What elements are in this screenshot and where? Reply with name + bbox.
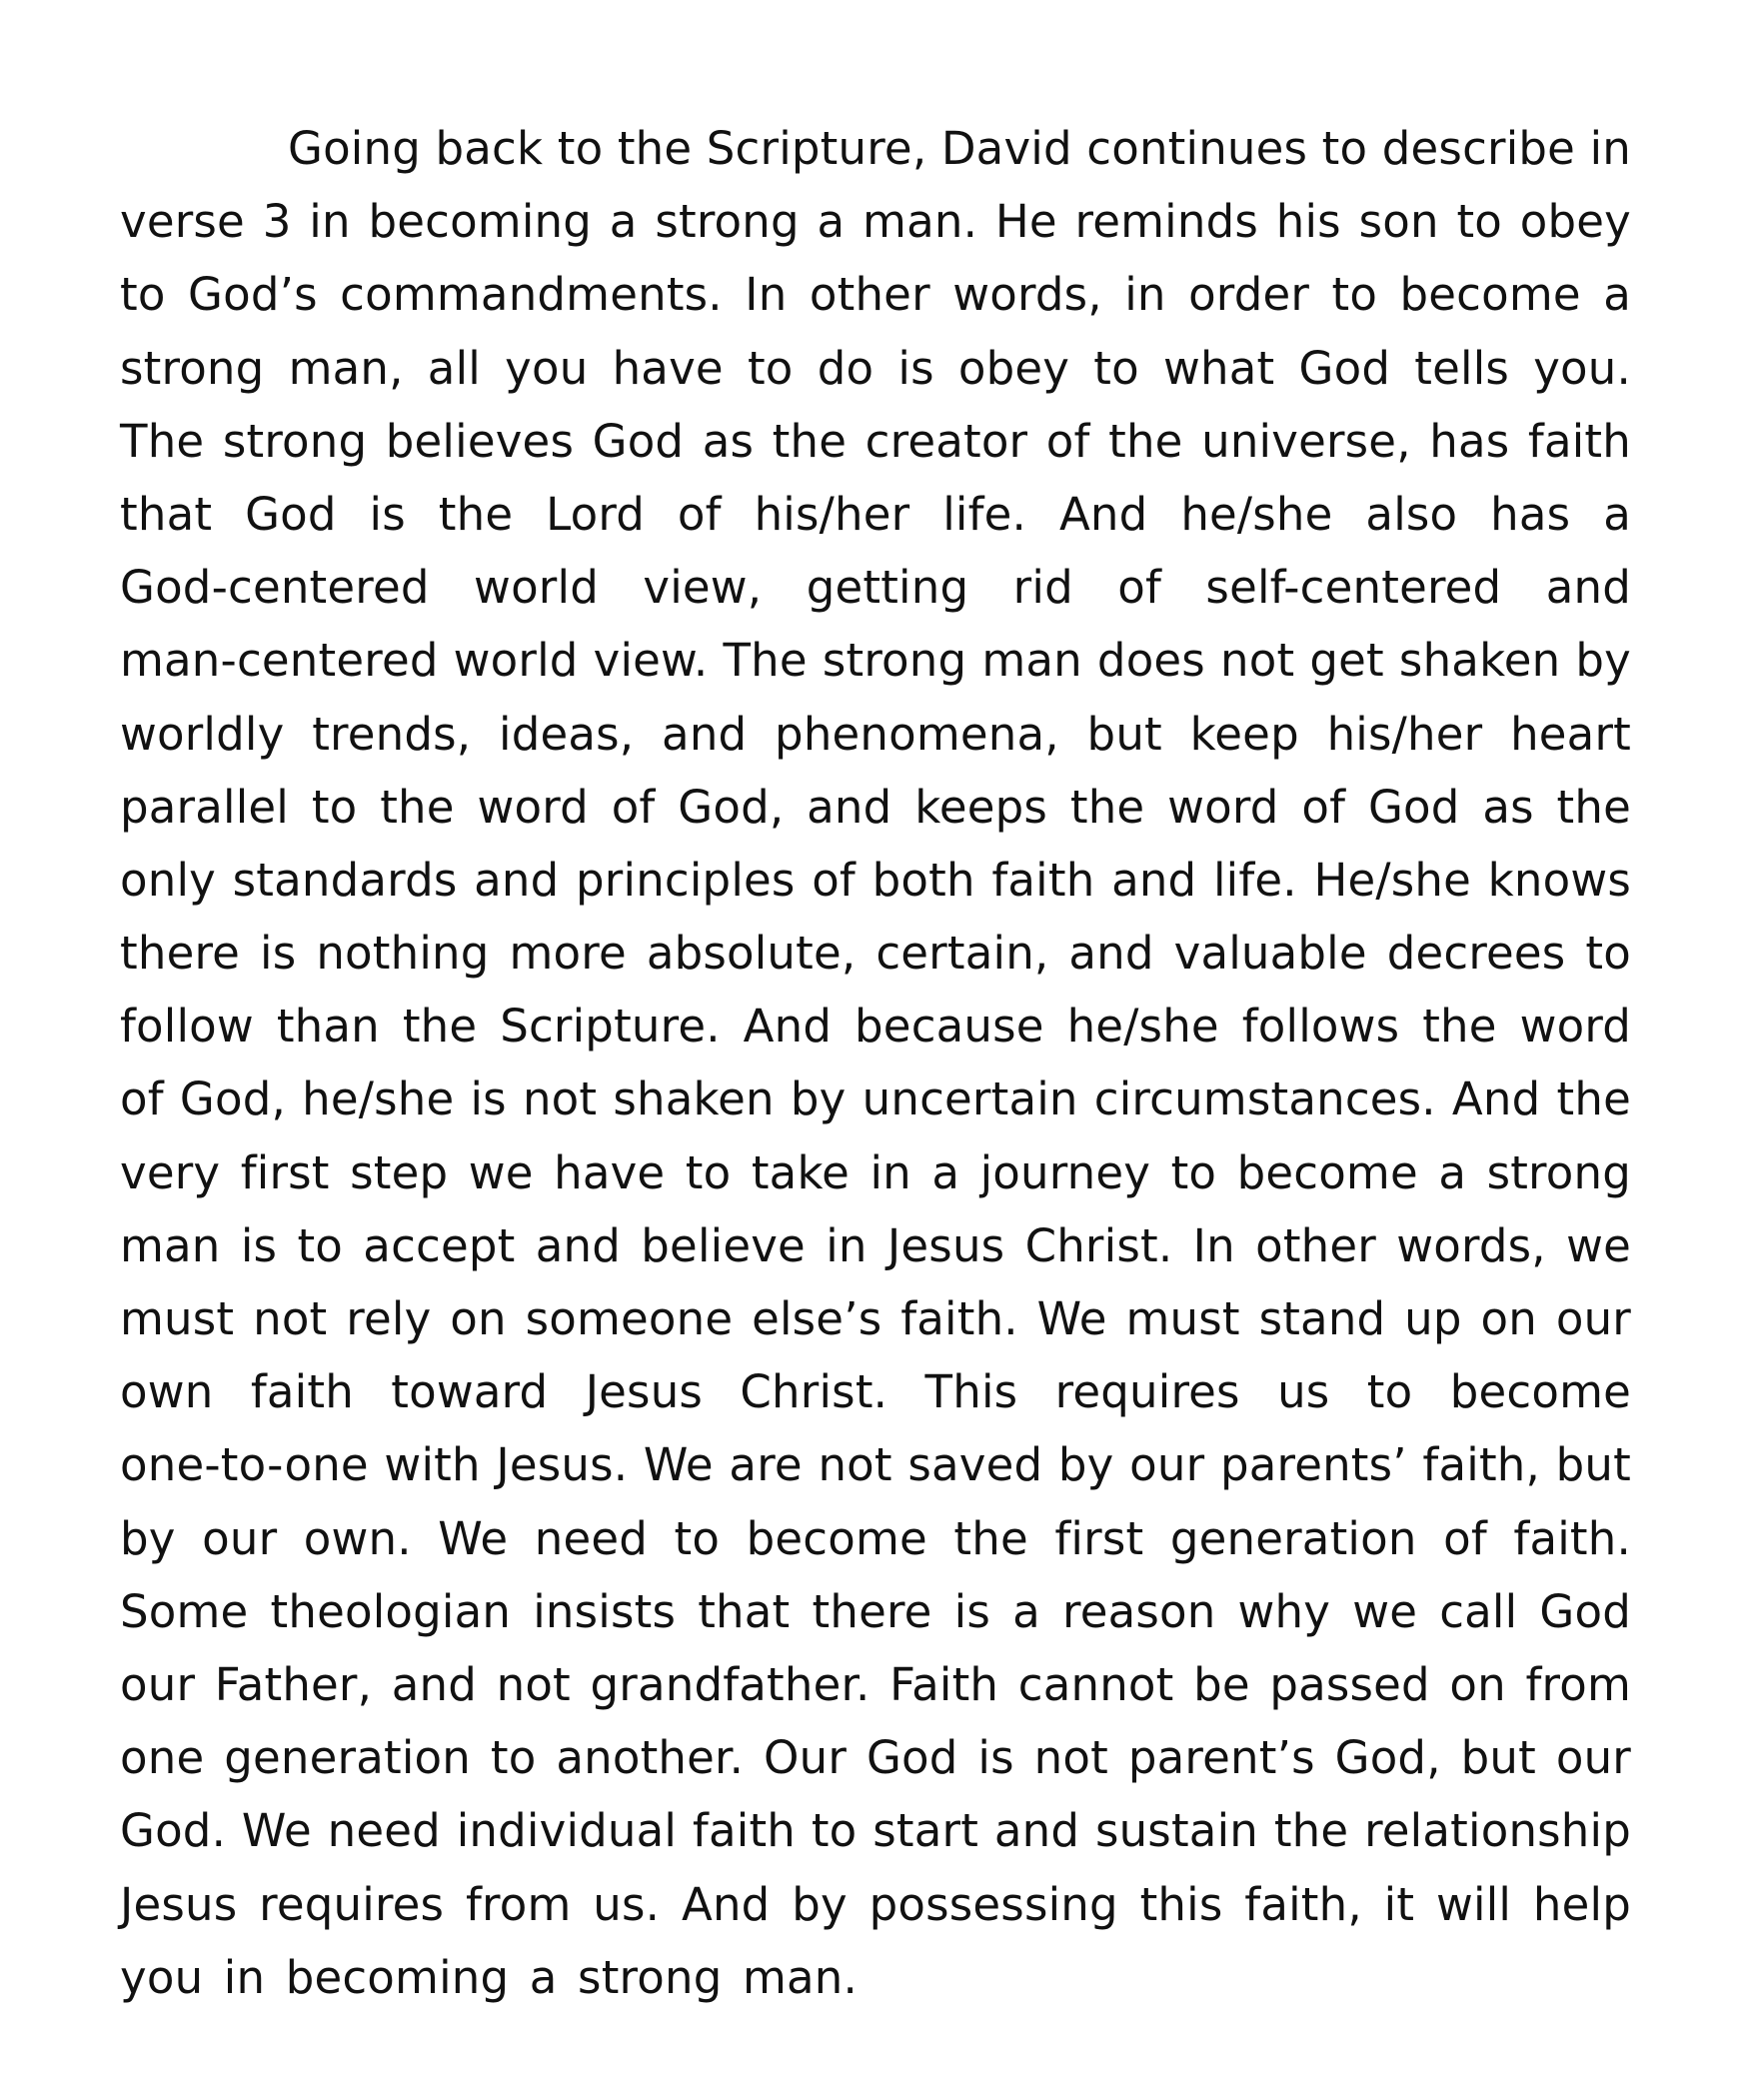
text-line: God. We need individual faith to start and sustain the relationship xyxy=(120,1804,1631,1858)
text-line: of God, he/she is not shaken by uncertain circumstances. And the xyxy=(120,1072,1631,1126)
text-line: own faith toward Jesus Christ. This requires us to become xyxy=(120,1365,1631,1419)
text-line: there is nothing more absolute, certain, and valuable decrees to xyxy=(120,927,1631,981)
document-page xyxy=(120,112,1631,2014)
text-line: Some theologian insists that there is a reason why we call God xyxy=(120,1584,1631,1638)
text-line: parallel to the word of God, and keeps the word of God as the xyxy=(120,780,1631,834)
text-line: to God’s commandments. In other words, in order to become a xyxy=(120,268,1631,322)
text-line: strong man, all you have to do is obey to what God tells you. xyxy=(120,341,1631,395)
text-line: verse 3 in becoming a strong a man. He reminds his son to obey xyxy=(120,195,1631,249)
text-line: very first step we have to take in a journey to become a strong xyxy=(120,1145,1631,1199)
text-line: man is to accept and believe in Jesus Christ. In other words, we xyxy=(120,1218,1631,1272)
text-line: by our own. We need to become the first generation of faith. xyxy=(120,1511,1631,1565)
text-line: follow than the Scripture. And because he/she follows the word xyxy=(120,1000,1631,1053)
text-line: that God is the Lord of his/her life. And he/she also has a xyxy=(120,487,1631,541)
text-line: one generation to another. Our God is not parent’s God, but our xyxy=(120,1731,1631,1785)
text-line: you in becoming a strong man. xyxy=(120,1950,859,2004)
text-line: Going back to the Scripture, David continues to describe in xyxy=(288,122,1631,175)
text-line: one-to-one with Jesus. We are not saved by our parents’ faith, but xyxy=(120,1438,1631,1492)
text-line: man-centered world view. The strong man does not get shaken by xyxy=(120,634,1631,688)
text-line: Jesus requires from us. And by possessing this faith, it will help xyxy=(120,1877,1631,1931)
text-line: The strong believes God as the creator of the universe, has faith xyxy=(120,414,1631,468)
text-line: worldly trends, ideas, and phenomena, but keep his/her heart xyxy=(120,707,1631,761)
paragraph xyxy=(120,112,1631,2014)
text-line: must not rely on someone else’s faith. We must stand up on our xyxy=(120,1292,1631,1345)
text-line: God-centered world view, getting rid of self-centered and xyxy=(120,561,1631,615)
text-line: only standards and principles of both faith and life. He/she knows xyxy=(120,853,1631,907)
text-line: our Father, and not grandfather. Faith cannot be passed on from xyxy=(120,1657,1631,1711)
